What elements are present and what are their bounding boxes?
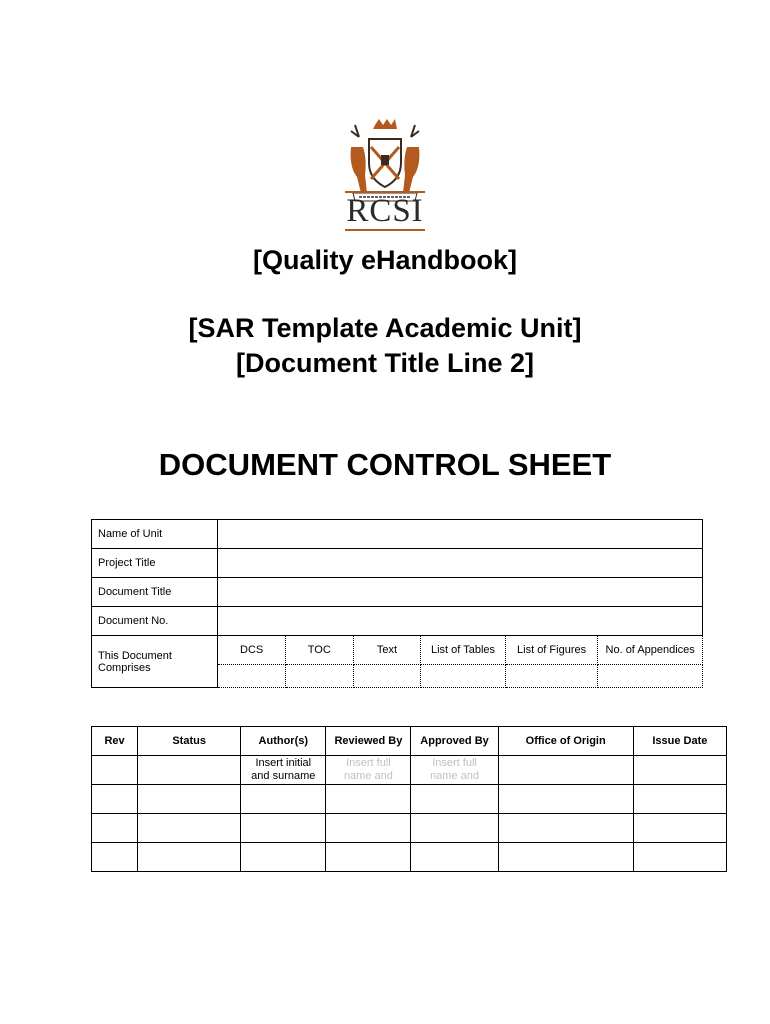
document-control-table <box>91 519 703 688</box>
approved-by-cell[interactable] <box>411 814 498 843</box>
issue-date-cell[interactable] <box>633 785 726 814</box>
dcs-header: DCS <box>218 636 286 665</box>
reviewed-by-cell[interactable] <box>326 756 411 785</box>
authors-header: Author(s) <box>241 727 326 756</box>
handbook-title: [Quality eHandbook] <box>252 245 517 275</box>
issue-date-cell[interactable] <box>633 843 726 872</box>
status-cell[interactable] <box>138 756 241 785</box>
approved-by-cell[interactable] <box>411 785 498 814</box>
control-sheet-heading: DOCUMENT CONTROL SHEET <box>158 447 612 482</box>
status-cell[interactable] <box>138 785 241 814</box>
reviewed-by-cell[interactable] <box>326 843 411 872</box>
text-header: Text <box>353 636 421 665</box>
issue-date-header: Issue Date <box>633 727 726 756</box>
office-of-origin-cell[interactable] <box>498 843 633 872</box>
reviewed-by-cell[interactable] <box>326 785 411 814</box>
no-of-appendices-header: No. of Appendices <box>598 636 703 665</box>
reviewed-by-placeholder: Insert full name and <box>343 757 393 782</box>
document-title-line-2: [Document Title Line 2] <box>235 348 535 378</box>
toc-header: TOC <box>285 636 353 665</box>
logo-rule-bottom <box>345 229 425 231</box>
document-no-label: Document No. <box>92 607 218 636</box>
document-title-line-1: [SAR Template Academic Unit] <box>188 313 582 343</box>
approved-by-cell[interactable] <box>411 756 498 785</box>
text-field[interactable] <box>353 665 421 688</box>
logo-wordmark: RCSI <box>346 193 424 229</box>
rev-cell[interactable] <box>92 756 138 785</box>
status-cell[interactable] <box>138 814 241 843</box>
status-cell[interactable] <box>138 843 241 872</box>
revision-table <box>91 726 727 872</box>
office-of-origin-cell[interactable] <box>498 785 633 814</box>
author-cell[interactable] <box>241 814 326 843</box>
rev-cell[interactable] <box>92 843 138 872</box>
toc-field[interactable] <box>285 665 353 688</box>
issue-date-cell[interactable] <box>633 814 726 843</box>
name-of-unit-label: Name of Unit <box>92 520 218 549</box>
rev-cell[interactable] <box>92 814 138 843</box>
rev-header: Rev <box>92 727 138 756</box>
list-of-tables-header: List of Tables <box>421 636 506 665</box>
office-of-origin-cell[interactable] <box>498 756 633 785</box>
issue-date-cell[interactable] <box>633 756 726 785</box>
list-of-tables-field[interactable] <box>421 665 506 688</box>
this-document-comprises-label: This Document Comprises <box>92 636 218 688</box>
author-cell[interactable] <box>241 785 326 814</box>
office-of-origin-cell[interactable] <box>498 814 633 843</box>
no-of-appendices-field[interactable] <box>598 665 703 688</box>
reviewed-by-header: Reviewed By <box>326 727 411 756</box>
document-title-field[interactable] <box>218 578 703 607</box>
approved-by-header: Approved By <box>411 727 498 756</box>
approved-by-cell[interactable] <box>411 843 498 872</box>
list-of-figures-header: List of Figures <box>505 636 598 665</box>
reviewed-by-cell[interactable] <box>326 814 411 843</box>
author-cell[interactable] <box>241 843 326 872</box>
name-of-unit-field[interactable] <box>218 520 703 549</box>
document-no-field[interactable] <box>218 607 703 636</box>
status-header: Status <box>138 727 241 756</box>
approved-by-placeholder: Insert full name and <box>430 757 479 782</box>
document-title-label: Document Title <box>92 578 218 607</box>
rev-cell[interactable] <box>92 785 138 814</box>
office-of-origin-header: Office of Origin <box>498 727 633 756</box>
author-placeholder: Insert initial and surname <box>251 757 316 782</box>
list-of-figures-field[interactable] <box>505 665 598 688</box>
project-title-field[interactable] <box>218 549 703 578</box>
dcs-field[interactable] <box>218 665 286 688</box>
author-cell[interactable] <box>241 756 326 785</box>
project-title-label: Project Title <box>92 549 218 578</box>
